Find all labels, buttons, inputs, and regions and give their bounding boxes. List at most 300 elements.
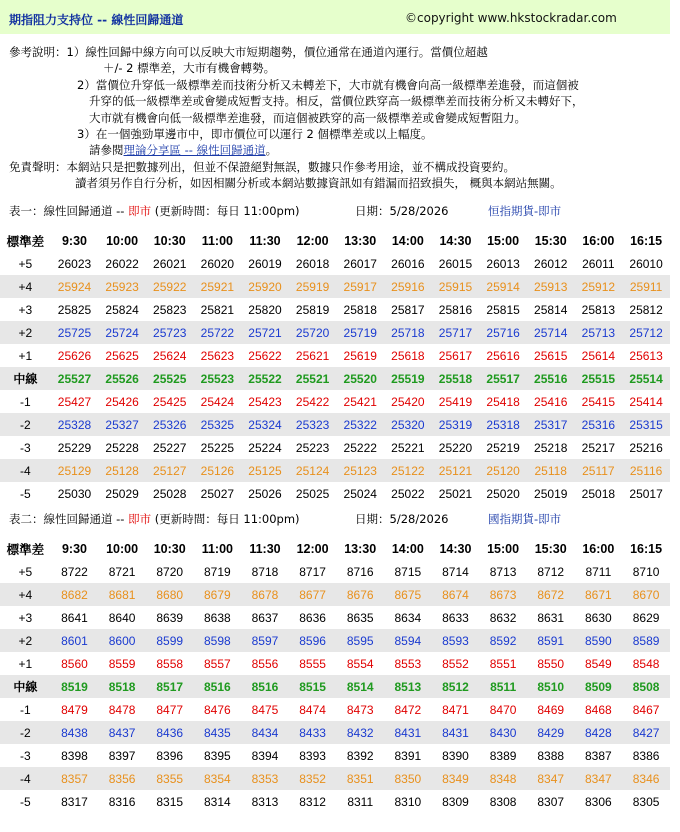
value-cell: 26023: [57, 256, 92, 271]
disclaimer-line-2: 讀者須另作自行分析，如因相關分析或本網站數據資訊如有錯漏而招致損失， 概與本網站無關。: [75, 176, 562, 191]
value-cell: 8513: [394, 679, 422, 694]
value-cell: 8355: [156, 771, 184, 786]
value-cell: 25721: [248, 325, 282, 340]
value-cell: 25618: [391, 348, 425, 363]
value-cell: 25029: [105, 486, 139, 501]
time-header: 13:30: [344, 541, 377, 556]
time-header: 11:30: [249, 541, 281, 556]
value-cell: 8672: [537, 587, 565, 602]
time-header: 9:30: [61, 233, 87, 248]
value-cell: 25025: [295, 486, 330, 501]
value-cell: 25421: [343, 394, 377, 409]
page-title: 期指阻力支持位 -- 線性回歸通道: [9, 13, 184, 27]
value-cell: 25320: [391, 417, 425, 432]
value-cell: 8350: [394, 771, 422, 786]
value-cell: 8305: [632, 794, 660, 809]
value-cell: 8398: [61, 748, 88, 763]
value-cell: 8681: [108, 587, 136, 602]
table2-header: [9, 511, 669, 529]
value-cell: 8591: [537, 633, 565, 648]
value-cell: 8673: [489, 587, 517, 602]
row-label: +4: [18, 587, 33, 602]
time-header: 10:00: [106, 541, 139, 556]
table2-contract: 國指期貨-即市: [488, 512, 562, 526]
value-cell: 8556: [251, 656, 279, 671]
value-cell: 25229: [57, 440, 92, 455]
value-cell: 25519: [391, 371, 425, 386]
value-cell: 8429: [537, 725, 565, 740]
value-cell: 25424: [200, 394, 235, 409]
table-row: [0, 652, 670, 675]
value-cell: 25129: [57, 463, 92, 478]
time-header: 14:00: [391, 233, 424, 248]
value-cell: 8634: [394, 610, 422, 625]
value-cell: 25813: [581, 302, 616, 317]
value-cell: 25522: [248, 371, 282, 386]
value-cell: 8558: [156, 656, 184, 671]
row-label: +2: [18, 325, 33, 340]
value-cell: 25414: [629, 394, 663, 409]
row-label: +4: [18, 279, 33, 294]
value-cell: 8473: [346, 702, 374, 717]
table-row: [0, 744, 670, 767]
value-cell: 25615: [534, 348, 568, 363]
value-cell: 25617: [438, 348, 473, 363]
value-cell: 26017: [343, 256, 377, 271]
value-cell: 25816: [438, 302, 473, 317]
table-row: [0, 629, 670, 652]
value-cell: 25616: [486, 348, 520, 363]
value-cell: 25526: [105, 371, 139, 386]
time-header: 11:30: [249, 233, 281, 248]
value-cell: 25912: [581, 279, 616, 294]
value-cell: 8555: [299, 656, 326, 671]
value-cell: 25722: [200, 325, 235, 340]
table-row: [0, 698, 670, 721]
table-row: [0, 390, 670, 413]
value-cell: 25116: [629, 463, 663, 478]
value-cell: 8632: [489, 610, 517, 625]
value-cell: 8519: [61, 679, 88, 694]
value-cell: 25520: [343, 371, 377, 386]
value-cell: 25427: [57, 394, 92, 409]
value-cell: 25026: [248, 486, 282, 501]
value-cell: 8557: [204, 656, 231, 671]
value-cell: 8549: [585, 656, 612, 671]
value-cell: 8468: [585, 702, 612, 717]
value-cell: 25824: [105, 302, 139, 317]
value-cell: 8678: [251, 587, 279, 602]
value-cell: 8715: [394, 564, 422, 579]
std-dev-header: 標準差: [6, 234, 45, 249]
value-cell: 25128: [105, 463, 139, 478]
value-cell: 8593: [442, 633, 469, 648]
value-cell: 25613: [629, 348, 663, 363]
value-cell: 25315: [629, 417, 663, 432]
value-cell: 8432: [346, 725, 374, 740]
value-cell: 25716: [486, 325, 520, 340]
note-ref-suffix: 。: [265, 143, 278, 158]
value-cell: 8308: [489, 794, 517, 809]
table-row: [0, 675, 670, 698]
value-cell: 25819: [295, 302, 330, 317]
value-cell: 25420: [391, 394, 425, 409]
value-cell: 25916: [391, 279, 425, 294]
value-cell: 8679: [204, 587, 231, 602]
value-cell: 25924: [57, 279, 92, 294]
value-cell: 25815: [486, 302, 520, 317]
table1-title-suffix: (更新時間：每日 11:00pm): [151, 204, 300, 218]
time-header: 11:00: [201, 541, 233, 556]
value-cell: 25913: [534, 279, 568, 294]
value-cell: 8596: [299, 633, 326, 648]
value-cell: 25514: [629, 371, 663, 386]
value-cell: 25325: [200, 417, 235, 432]
value-cell: 8717: [299, 564, 326, 579]
value-cell: 8349: [442, 771, 469, 786]
value-cell: 8394: [251, 748, 279, 763]
value-cell: 25426: [105, 394, 139, 409]
value-cell: 25021: [438, 486, 473, 501]
value-cell: 8309: [442, 794, 469, 809]
value-cell: 25124: [295, 463, 330, 478]
value-cell: 8601: [61, 633, 88, 648]
value-cell: 25415: [581, 394, 616, 409]
value-cell: 8431: [442, 725, 469, 740]
value-cell: 25217: [581, 440, 616, 455]
value-cell: 25911: [629, 279, 663, 294]
value-cell: 8548: [632, 656, 660, 671]
note-line-1: 參考說明：1）線性回歸中線方向可以反映大市短期趨勢，價位通常在通道內運行。當價位超越: [9, 45, 488, 59]
value-cell: 25120: [486, 463, 520, 478]
value-cell: 25923: [105, 279, 139, 294]
table-row: [0, 344, 670, 367]
value-cell: 8630: [585, 610, 612, 625]
time-header: 11:00: [201, 233, 233, 248]
value-cell: 26021: [153, 256, 187, 271]
value-cell: 8427: [632, 725, 660, 740]
value-cell: 25915: [438, 279, 473, 294]
value-cell: 25027: [200, 486, 235, 501]
table-header-row: [0, 229, 670, 252]
value-cell: 25117: [582, 463, 615, 478]
row-label: +5: [18, 564, 33, 579]
value-cell: 8511: [490, 679, 517, 694]
table1: [0, 229, 670, 505]
value-cell: 25917: [343, 279, 377, 294]
table1-header: [9, 203, 669, 221]
std-dev-header: 標準差: [6, 542, 45, 557]
value-cell: 25812: [629, 302, 663, 317]
value-cell: 8639: [156, 610, 184, 625]
table-row: [0, 583, 670, 606]
value-cell: 8640: [108, 610, 136, 625]
value-cell: 8314: [204, 794, 231, 809]
value-cell: 8510: [537, 679, 565, 694]
value-cell: 25416: [534, 394, 568, 409]
value-cell: 8589: [632, 633, 660, 648]
value-cell: 25920: [248, 279, 282, 294]
copyright-text: ©copyright www.hkstockradar.com: [405, 11, 617, 25]
value-cell: 8592: [489, 633, 517, 648]
note-line-2: ＋/- 2 標準差，大市有機會轉勢。: [103, 61, 276, 76]
row-label: -1: [20, 394, 31, 409]
value-cell: 8560: [61, 656, 88, 671]
value-cell: 25626: [57, 348, 92, 363]
note-line-5: 大市就有機會向低一級標準差進發，而這個被跌穿的高一級標準差或會變成短暫阻力。: [89, 110, 526, 125]
value-cell: 8313: [251, 794, 279, 809]
table-row: [0, 459, 670, 482]
value-cell: 8392: [346, 748, 374, 763]
row-label: +3: [18, 610, 33, 625]
time-header: 15:00: [487, 541, 520, 556]
value-cell: 8430: [489, 725, 517, 740]
value-cell: 25919: [295, 279, 330, 294]
time-header: 15:30: [534, 233, 567, 248]
value-cell: 8677: [299, 587, 326, 602]
value-cell: 8354: [204, 771, 231, 786]
value-cell: 8357: [61, 771, 88, 786]
value-cell: 25019: [534, 486, 568, 501]
value-cell: 25518: [438, 371, 473, 386]
value-cell: 8428: [585, 725, 612, 740]
value-cell: 8312: [299, 794, 326, 809]
row-label: -3: [20, 440, 31, 455]
value-cell: 25218: [534, 440, 568, 455]
value-cell: 25125: [248, 463, 282, 478]
value-cell: 26012: [534, 256, 568, 271]
value-cell: 25024: [343, 486, 377, 501]
value-cell: 25423: [248, 394, 282, 409]
row-label: 中線: [13, 680, 38, 694]
value-cell: 26011: [582, 256, 615, 271]
value-cell: 8433: [299, 725, 326, 740]
row-label: +3: [18, 302, 33, 317]
value-cell: 26015: [438, 256, 473, 271]
table2-title-live: 即市: [128, 512, 152, 526]
value-cell: 26022: [105, 256, 139, 271]
value-cell: 25712: [629, 325, 663, 340]
value-cell: 8315: [156, 794, 184, 809]
time-header: 10:30: [153, 541, 186, 556]
value-cell: 25326: [153, 417, 187, 432]
value-cell: 8477: [156, 702, 184, 717]
value-cell: 8436: [156, 725, 184, 740]
table-row: [0, 367, 670, 390]
value-cell: 8594: [394, 633, 422, 648]
value-cell: 8434: [251, 725, 279, 740]
value-cell: 8718: [251, 564, 279, 579]
note-line-4: 升穿的低一級標準差或會變成短暫支持。相反，當價位跌穿高一級標準差而技術分析又未轉好下，: [89, 94, 584, 109]
value-cell: 25017: [629, 486, 663, 501]
value-cell: 8671: [585, 587, 612, 602]
value-cell: 8476: [204, 702, 231, 717]
table-row: [0, 413, 670, 436]
value-cell: 8311: [347, 794, 374, 809]
note-line-7: [9, 142, 669, 158]
value-cell: 8351: [346, 771, 374, 786]
value-cell: 25221: [391, 440, 425, 455]
value-cell: 8552: [442, 656, 469, 671]
value-cell: 25814: [534, 302, 568, 317]
table-row: [0, 275, 670, 298]
time-header: 12:00: [296, 233, 329, 248]
value-cell: 8346: [632, 771, 660, 786]
value-cell: 25516: [534, 371, 568, 386]
value-cell: 8719: [204, 564, 231, 579]
value-cell: 25318: [486, 417, 520, 432]
value-cell: 25328: [57, 417, 92, 432]
value-cell: 8438: [61, 725, 88, 740]
value-cell: 25818: [343, 302, 377, 317]
value-cell: 8710: [632, 564, 660, 579]
value-cell: 26013: [486, 256, 520, 271]
value-cell: 25723: [153, 325, 187, 340]
row-label: -4: [20, 771, 31, 786]
value-cell: 8479: [61, 702, 88, 717]
row-label: -1: [20, 702, 31, 717]
value-cell: 25323: [295, 417, 330, 432]
value-cell: 8638: [204, 610, 231, 625]
value-cell: 8431: [394, 725, 422, 740]
table-row: [0, 721, 670, 744]
value-cell: 8676: [346, 587, 374, 602]
value-cell: 8559: [108, 656, 136, 671]
value-cell: 25227: [153, 440, 187, 455]
value-cell: 25821: [200, 302, 235, 317]
table-row: [0, 767, 670, 790]
row-label: -5: [20, 794, 31, 809]
value-cell: 8393: [299, 748, 326, 763]
value-cell: 25118: [534, 463, 567, 478]
value-cell: 8316: [108, 794, 136, 809]
value-cell: 8353: [251, 771, 279, 786]
value-cell: 8472: [394, 702, 422, 717]
value-cell: 8713: [489, 564, 517, 579]
value-cell: 25724: [105, 325, 139, 340]
value-cell: 25018: [581, 486, 616, 501]
value-cell: 25216: [629, 440, 663, 455]
value-cell: 8636: [299, 610, 326, 625]
value-cell: 8310: [394, 794, 422, 809]
value-cell: 8474: [299, 702, 326, 717]
value-cell: 8356: [108, 771, 136, 786]
value-cell: 25720: [295, 325, 330, 340]
table-row: [0, 790, 670, 813]
value-cell: 8317: [61, 794, 88, 809]
value-cell: 8670: [632, 587, 660, 602]
value-cell: 8509: [585, 679, 612, 694]
value-cell: 25713: [581, 325, 616, 340]
time-header: 16:00: [582, 233, 615, 248]
value-cell: 8554: [346, 656, 374, 671]
theory-link[interactable]: 理論分享區 -- 線性回歸通道: [123, 143, 266, 158]
value-cell: 25228: [105, 440, 139, 455]
value-cell: 25718: [391, 325, 425, 340]
value-cell: 26019: [248, 256, 282, 271]
time-header: 14:30: [439, 541, 472, 556]
table2-title-prefix: 表二：線性回歸通道 --: [9, 512, 129, 526]
value-cell: 25515: [581, 371, 616, 386]
time-header: 14:30: [439, 233, 472, 248]
time-header: 15:30: [534, 541, 567, 556]
row-label: +1: [18, 348, 33, 363]
value-cell: 8471: [442, 702, 469, 717]
notes-section: [9, 44, 669, 192]
time-header: 12:00: [296, 541, 329, 556]
value-cell: 8391: [394, 748, 422, 763]
value-cell: 8397: [108, 748, 136, 763]
value-cell: 8352: [299, 771, 326, 786]
value-cell: 25122: [391, 463, 425, 478]
value-cell: 25319: [438, 417, 473, 432]
value-cell: 8631: [537, 610, 565, 625]
value-cell: 25028: [153, 486, 187, 501]
time-header: 15:00: [487, 233, 520, 248]
value-cell: 8635: [346, 610, 374, 625]
value-cell: 8720: [156, 564, 184, 579]
time-header: 10:30: [153, 233, 186, 248]
value-cell: 8675: [394, 587, 422, 602]
time-header: 16:00: [582, 541, 615, 556]
value-cell: 25921: [200, 279, 235, 294]
value-cell: 25914: [486, 279, 520, 294]
value-cell: 25621: [295, 348, 330, 363]
value-cell: 25817: [391, 302, 425, 317]
value-cell: 25322: [343, 417, 377, 432]
value-cell: 25623: [200, 348, 235, 363]
value-cell: 8514: [346, 679, 374, 694]
value-cell: 25316: [581, 417, 616, 432]
disclaimer-line-1: 免責聲明：本網站只是把數據列出，但並不保證絕對無誤，數據只作參考用途，並不構成投資要約。: [9, 159, 515, 174]
time-header: 14:00: [391, 541, 424, 556]
table-header-row: [0, 537, 670, 560]
row-label: -3: [20, 748, 31, 763]
value-cell: 8469: [537, 702, 565, 717]
row-label: -2: [20, 725, 31, 740]
value-cell: 8388: [537, 748, 565, 763]
value-cell: 8633: [442, 610, 469, 625]
table-row: [0, 560, 670, 583]
table1-title-prefix: 表一：線性回歸通道 --: [9, 204, 129, 218]
value-cell: 8716: [346, 564, 374, 579]
value-cell: 8396: [156, 748, 184, 763]
table-row: [0, 321, 670, 344]
value-cell: 8598: [204, 633, 231, 648]
value-cell: 8517: [156, 679, 184, 694]
value-cell: 8722: [61, 564, 88, 579]
value-cell: 25327: [105, 417, 139, 432]
value-cell: 25425: [153, 394, 187, 409]
value-cell: 25126: [200, 463, 235, 478]
table1-title-live: 即市: [128, 204, 152, 218]
value-cell: 8467: [632, 702, 660, 717]
value-cell: 8641: [61, 610, 88, 625]
value-cell: 8600: [108, 633, 136, 648]
table2-date: 日期：5/28/2026: [355, 512, 449, 526]
value-cell: 8387: [585, 748, 612, 763]
table-row: [0, 298, 670, 321]
value-cell: 8597: [251, 633, 279, 648]
value-cell: 26016: [391, 256, 425, 271]
table2-title-suffix: (更新時間：每日 11:00pm): [151, 512, 300, 526]
value-cell: 25625: [105, 348, 139, 363]
time-header: 16:15: [630, 233, 663, 248]
value-cell: 8437: [108, 725, 136, 740]
value-cell: 8347: [585, 771, 612, 786]
value-cell: 26010: [629, 256, 663, 271]
note-line-6: 3）在一個強勁單邊市中，即市價位可以運行 2 個標準差或以上幅度。: [77, 126, 433, 141]
